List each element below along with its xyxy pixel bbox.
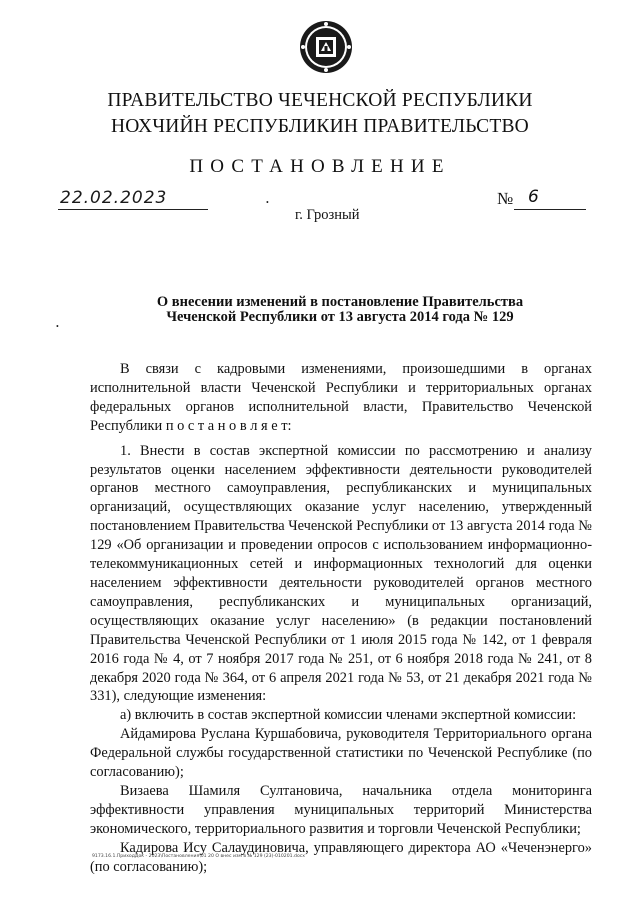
document-subject-line-2: Чеченской Республики от 13 августа 2014 года № 129 (166, 309, 514, 325)
item-1a-paragraph: а) включить в состав экспертной комиссии членами экспертной комиссии: (120, 707, 577, 724)
coat-of-arms-emblem-icon (299, 20, 353, 74)
file-path-footer: 9173.16.1.ПриходДок - 2023\Постановления\01 20 О внес изм в № 129 (23)-010201.docx (92, 854, 306, 859)
decree-word: п о с т а н о в л я е т: (165, 417, 292, 434)
item-1-paragraph: 1. Внести в состав экспертной комиссии по рассмотрению и анализу результатов оценки населением эффективности деятельности руководителей органов местного самоуправления, республиканских и муниципальных организаций, осуществляющих оказание услуг населению, утвержденный постановлением Правительства Чеченской Республики от 13 августа 2014 года № 129 «Об организации и проведении опросов с использованием информационно-телекоммуникационных сетей и информационных технологий для оценки населением эффективности деятельности руководителей органов местного самоуправления, республиканских и муниципальных организаций, осуществляющих оказание услуг населению» (в редакции постановлений Правительства Чеченской Республики от 1 июля 2015 года № 142, от 1 февраля 2016 года № 4, от 7 ноября 2017 года № 251, от 6 ноября 2018 года № 241, от 8 декабря 2020 года № 364, от 6 апреля 2021 года № 53, от 21 декабря 2021 года № 331), следующие изменения: (90, 442, 592, 705)
member-paragraph: Айдамирова Руслана Куршабовича, руководителя Территориального органа Федеральной службы государственной статистики по Чеченской Республике (по согласованию); (90, 726, 592, 781)
document-type-title: ПОСТАНОВЛЕНИЕ (189, 156, 451, 177)
number-underline (514, 209, 586, 210)
org-name-chechen: НОХЧИЙН РЕСПУБЛИКИН ПРАВИТЕЛЬСТВО (111, 116, 529, 137)
document-number: 6 (528, 187, 539, 207)
scan-speck: • (266, 198, 269, 207)
member-paragraph: Визаева Шамиля Султановича, начальника отдела мониторинга эффективности управления муниципальных территорий Министерства экономического, территориального развития и торговли Чеченской Республики; (90, 782, 592, 837)
scan-speck: • (56, 322, 59, 331)
number-sign: № (497, 189, 514, 208)
preamble-paragraph (90, 360, 592, 436)
preamble-text: В связи с кадровыми изменениями, произошедшими в органах исполнительной власти Чеченской Республики и территориальных органах федеральных органов исполнительной власти, Правительство Чеченской Республики (90, 361, 592, 434)
city-name: г. Грозный (295, 207, 360, 223)
document-subject-line-1: О внесении изменений в постановление Правительства (156, 294, 524, 310)
member-paragraph: Кадирова Ису Салаудиновича, управляющего директора АО «Чеченэнерго» (по согласованию); (90, 839, 592, 875)
date-underline (58, 209, 208, 210)
document-body (90, 360, 592, 876)
org-name-russian: ПРАВИТЕЛЬСТВО ЧЕЧЕНСКОЙ РЕСПУБЛИКИ (107, 90, 533, 111)
handwritten-date: 22.02.2023 (60, 188, 168, 208)
